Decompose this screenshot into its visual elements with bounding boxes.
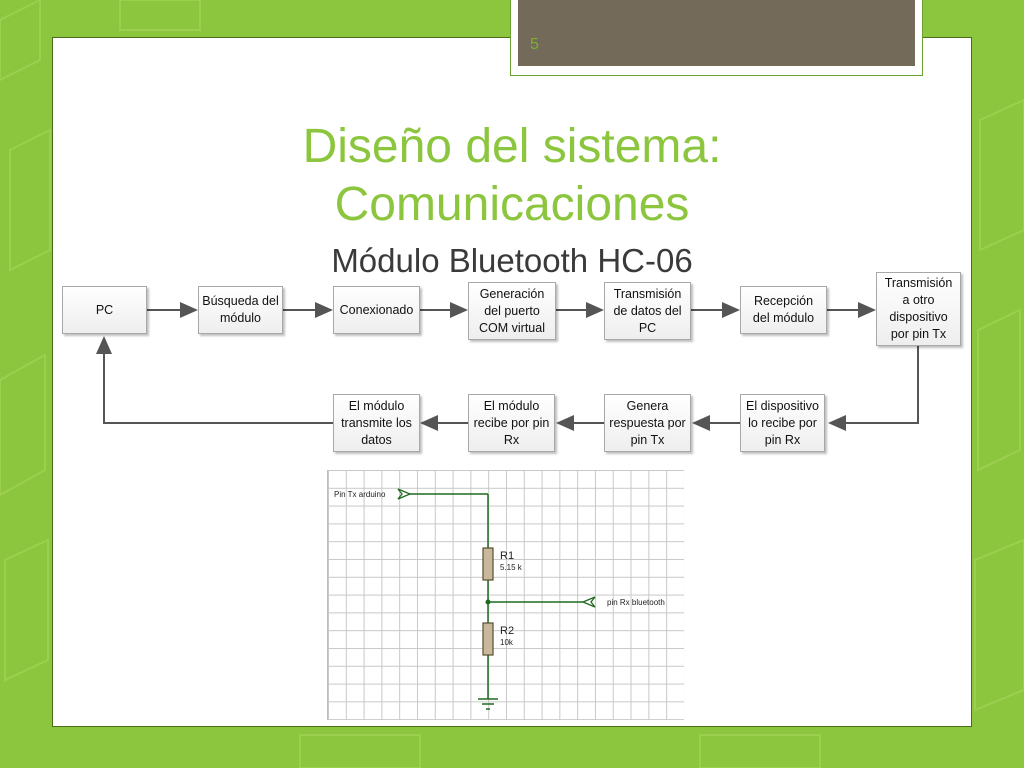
resistor-r2-icon — [483, 623, 493, 655]
r1-value: 5.15 k — [500, 563, 522, 572]
junction-node-icon — [486, 600, 491, 605]
pin-tx-terminal-icon — [398, 489, 410, 499]
schematic-drawing — [328, 470, 684, 720]
flow-box-recepcion-label: Recepción del módulo — [752, 294, 815, 325]
flow-box-conexionado — [333, 286, 420, 334]
flow-box-pc-label: PC — [95, 302, 114, 317]
title-line-1: Diseño del sistema: — [302, 120, 722, 173]
flow-box-modulo-transmite — [333, 394, 420, 452]
flow-box-modulo-recibe — [468, 394, 555, 452]
slide-number: 5 — [530, 36, 539, 53]
flow-box-busqueda-label: Búsqueda del módulo — [202, 294, 279, 325]
flow-box-genera-respuesta-label: Genera respuesta por pin Tx — [609, 398, 686, 447]
slide-subtitle: Módulo Bluetooth HC-06 — [331, 242, 693, 279]
resistor-r1-icon — [483, 548, 493, 580]
flow-box-pc — [62, 286, 147, 334]
pin-rx-label: pin Rx bluetooth — [607, 598, 665, 607]
flow-box-conexionado-label: Conexionado — [339, 302, 414, 317]
voltage-divider-schematic — [327, 470, 684, 720]
arrow-transmision-otro-dispositivo — [830, 346, 918, 423]
flow-box-generacion — [468, 282, 556, 340]
flow-box-transmision-otro — [876, 272, 961, 346]
r2-value: 10k — [500, 638, 513, 647]
pin-rx-terminal-icon — [583, 597, 595, 607]
arrow-transmite-pc — [104, 338, 333, 423]
flow-box-transmision-pc-label: Transmisión de datos del PC — [613, 286, 682, 335]
flow-box-recepcion — [740, 286, 827, 334]
pin-tx-label: Pin Tx arduino — [334, 490, 386, 499]
flow-box-modulo-transmite-label: El módulo transmite los datos — [341, 398, 412, 447]
title-line-2: Comunicaciones — [334, 178, 690, 231]
flow-box-genera-respuesta — [604, 394, 691, 452]
ground-symbol-icon — [478, 699, 498, 709]
flow-box-transmision-otro-label: Transmisión a otro dispositivo por pin Tx — [884, 276, 953, 341]
flow-box-generacion-label: Generación del puerto COM virtual — [479, 286, 545, 335]
flow-box-busqueda — [198, 286, 283, 334]
flow-box-transmision-pc — [604, 282, 691, 340]
flow-box-modulo-recibe-label: El módulo recibe por pin Rx — [473, 398, 550, 447]
flow-box-dispositivo-recibe — [740, 394, 825, 452]
flow-box-dispositivo-recibe-label: El dispositivo lo recibe por pin Rx — [746, 398, 819, 447]
r1-name: R1 — [500, 550, 515, 562]
r2-name: R2 — [500, 625, 515, 637]
